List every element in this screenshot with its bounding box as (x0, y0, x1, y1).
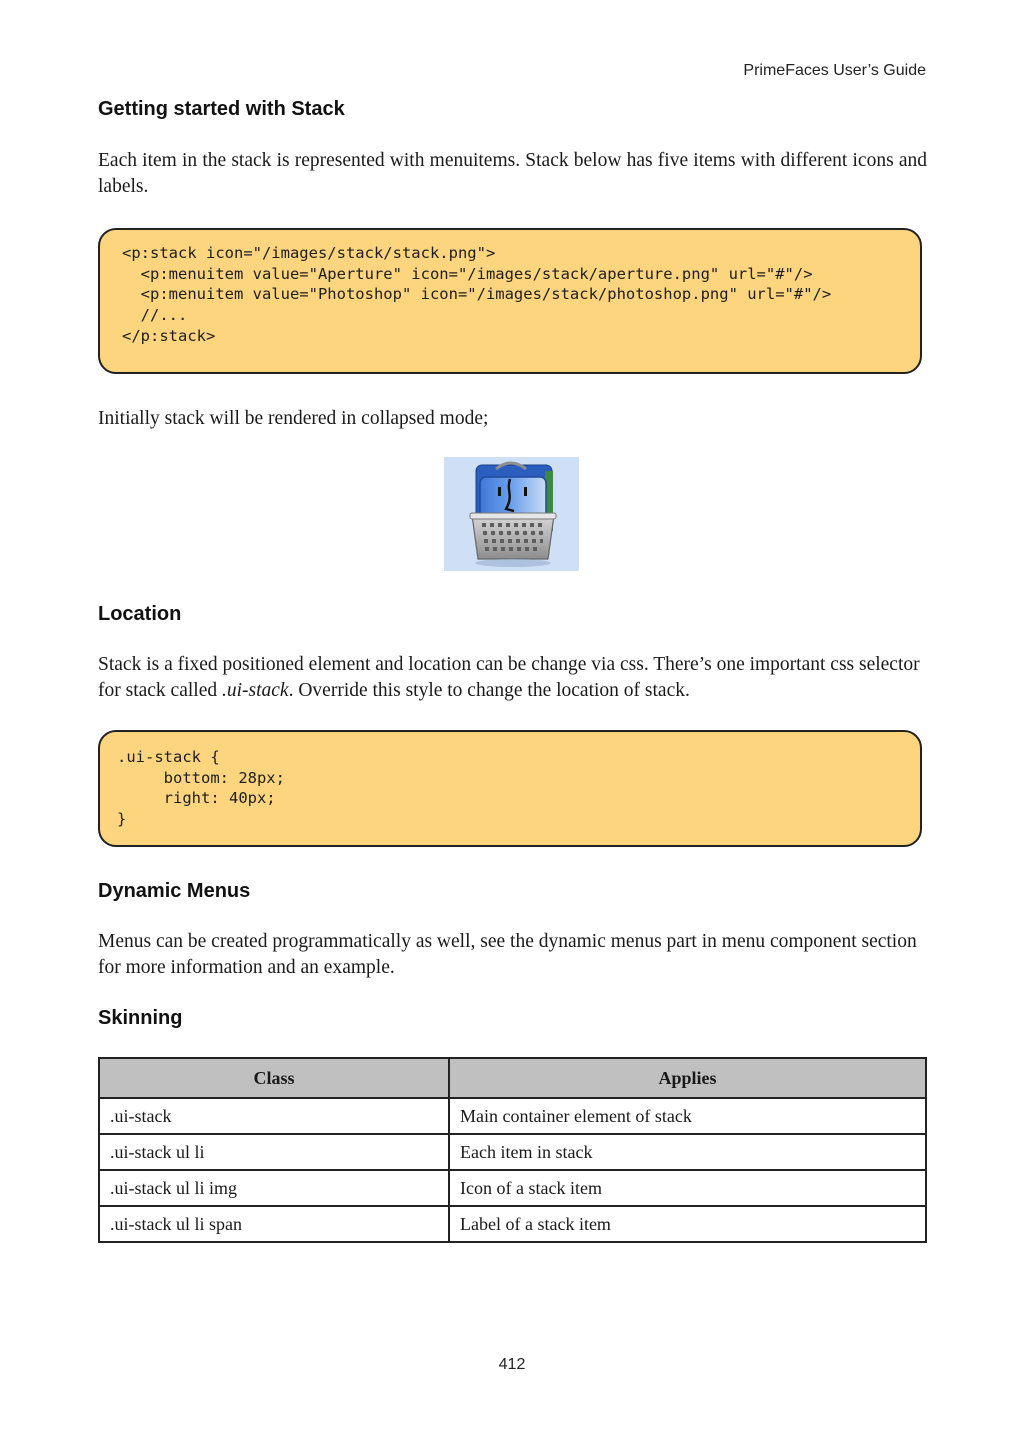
table-header-class: Class (99, 1058, 449, 1098)
stack-icon-image (444, 457, 579, 571)
table-cell-class: .ui-stack (99, 1098, 449, 1134)
table-cell-class: .ui-stack ul li span (99, 1206, 449, 1242)
table-cell-applies: Label of a stack item (449, 1206, 926, 1242)
paragraph-getting-started: Each item in the stack is represented with menuitems. Stack below has five items with different icons and labels. (98, 150, 927, 197)
paragraph-location-selector: .ui-stack (221, 680, 289, 701)
table-row (99, 1170, 926, 1206)
page-number: 412 (498, 1356, 526, 1373)
paragraph-location-part1: Stack is a fixed positioned element and location can be change via css. There’s one important css selector for stack called (98, 654, 920, 701)
code-block-stack (98, 228, 922, 374)
table-row (99, 1134, 926, 1170)
table-cell-class: .ui-stack ul li (99, 1134, 449, 1170)
code-text-css: .ui-stack { bottom: 28px; right: 40px; } (117, 748, 285, 829)
paragraph-collapsed-mode: Initially stack will be rendered in collapsed mode; (98, 408, 489, 429)
table-row (99, 1206, 926, 1242)
table-row (99, 1098, 926, 1134)
paragraph-location (98, 652, 927, 704)
table-header-row (99, 1058, 926, 1098)
paragraph-location-part2: . Override this style to change the location of stack. (288, 680, 690, 701)
heading-getting-started: Getting started with Stack (98, 98, 345, 120)
code-block-css (98, 730, 922, 847)
running-header: PrimeFaces User’s Guide (743, 62, 926, 79)
table-cell-class: .ui-stack ul li img (99, 1170, 449, 1206)
heading-skinning: Skinning (98, 1007, 183, 1029)
table-header-applies: Applies (449, 1058, 926, 1098)
table-cell-applies: Main container element of stack (449, 1098, 926, 1134)
skinning-table (98, 1057, 927, 1243)
finder-stack-basket-icon (444, 457, 579, 571)
heading-dynamic-menus: Dynamic Menus (98, 880, 251, 902)
table-cell-applies: Icon of a stack item (449, 1170, 926, 1206)
heading-location: Location (98, 603, 182, 625)
table-cell-applies: Each item in stack (449, 1134, 926, 1170)
paragraph-dynamic-menus: Menus can be created programmatically as well, see the dynamic menus part in menu component section for more information and an example. (98, 931, 917, 978)
code-text-stack: <p:stack icon="/images/stack/stack.png"> <p:menuitem value="Aperture" icon="/images/stack/aperture.png" url="#"/> <p:menuitem value="Photoshop" icon="/images/stack/photoshop.png" url="#"/> //... </p:stack> (122, 244, 832, 345)
